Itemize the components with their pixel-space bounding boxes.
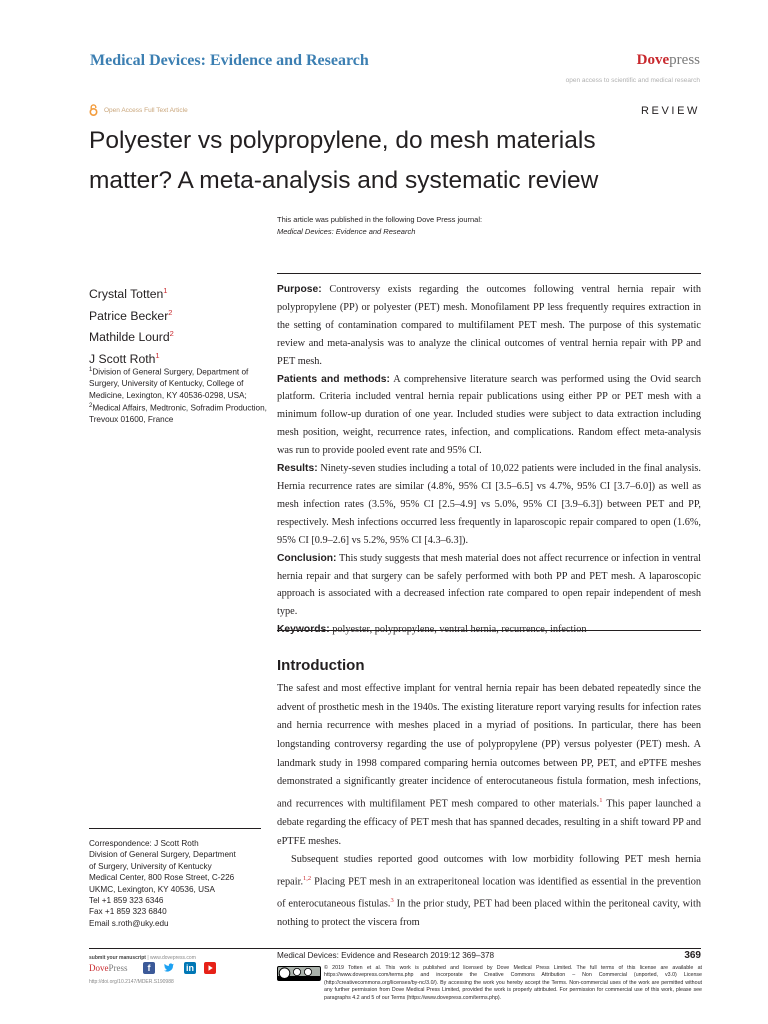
open-access-icon — [89, 104, 98, 116]
author-affiliation-ref[interactable]: 1 — [155, 350, 160, 360]
author-name: Patrice Becker — [89, 308, 169, 323]
author-affiliation-ref[interactable]: 1 — [163, 286, 168, 295]
article-title — [89, 121, 699, 201]
paragraph-text: Placing PET mesh in an extraperitoneal location was identified as essential in the prevention of enterocutaneous fistulas. — [277, 876, 701, 910]
facebook-icon[interactable]: f — [143, 962, 155, 974]
correspondence-phone: Tel +1 859 323 6346 — [89, 896, 164, 906]
citation-link[interactable]: 1 — [599, 796, 603, 804]
author-affiliation-ref[interactable]: 2 — [169, 329, 174, 339]
citation-link[interactable]: 1,2 — [303, 874, 312, 882]
journal-title: Medical Devices: Evidence and Research — [90, 52, 369, 69]
citation-link[interactable]: 3 — [390, 897, 394, 905]
abstract-bottom-rule — [277, 630, 701, 631]
affiliation-number: 2 — [89, 403, 93, 410]
paragraph-text: Subsequent studies reported good outcomes with low morbidity following PET mesh hernia repair. — [277, 854, 701, 888]
author-name: J Scott Roth — [89, 351, 156, 366]
publisher-logo-dove: Dove — [636, 52, 670, 68]
abstract — [277, 281, 701, 639]
abstract-text: Controversy exists regarding the outcomes following ventral hernia repair with polypropylene (PP) or polyester (PET) mesh. Monofilament PP less frequently requires extraction in the setting of contamination compared to multifilament PET mesh. The purpose of this systematic review and meta-analysis was to analyze the clinical outcomes of ventral hernia repair with PP and PET mesh. — [277, 284, 701, 367]
submit-url: www.dovepress.com — [150, 955, 196, 961]
abstract-text: A comprehensive literature search was performed using the Ovid search platform. Criteria included ventral hernia repair publications using either PP or PET mesh with a minimum follow-up duration of one year. Included studies were subject to data extraction including mesh position, weight, recurrence rates, infection, and complications. Random effect meta-analysis was run to provide pooled event rate and 95% CI. — [277, 373, 701, 457]
correspondence-line: Correspondence: J Scott Roth — [89, 839, 199, 848]
published-note — [277, 214, 482, 238]
abstract-label: Keywords: — [277, 624, 330, 636]
abstract-text: polyester, polypropylene, ventral hernia, recurrence, infection — [332, 624, 587, 636]
abstract-top-rule — [277, 273, 701, 274]
submit-manuscript-link[interactable]: submit your manuscript | www.dovepress.com — [89, 955, 196, 961]
linkedin-icon[interactable]: in — [186, 963, 194, 973]
open-access-badge — [89, 104, 188, 116]
correspondence-line: UKMC, Lexington, KY 40536, USA — [89, 884, 215, 894]
section-heading-introduction: Introduction — [277, 657, 365, 674]
open-access-label: Open Access Full Text Article — [104, 106, 188, 114]
author-affiliation-ref[interactable]: 2 — [168, 307, 173, 317]
twitter-icon[interactable] — [163, 962, 175, 974]
introduction-body — [277, 680, 701, 933]
footer-logo-dove: Dove — [89, 963, 109, 973]
abstract-text: This study suggests that mesh material does not affect recurrence or infection in ventral hernia repair and that surgery can be safely performed with both PP and PET mesh. A laparoscopic approach is associated with a decreased infection rate compared to open repair independent of mesh type. — [277, 552, 701, 618]
publisher-tagline: open access to scientific and medical research — [565, 77, 700, 84]
youtube-icon[interactable] — [204, 962, 216, 974]
abstract-text: Ninety-seven studies including a total of 10,022 patients were included in the final analysis. Hernia recurrence rates are similar (4.8%, 95% CI [3.5–6.5] vs 4.7%, 95% CI [3.7–6.0]) as well as mesh infection rates (3.5%, 95% CI [2.5–4.9] vs 5.0%, 95% CI [3.9–6.3]) between PET and PP, respectively. Mesh infections occurred less frequently in laparoscopic repair compared to open (1.6%, 95% CI [0.9–2.6] vs 5.2%, 95% CI [4.3–6.3]). — [277, 463, 702, 546]
doi-link[interactable]: http://doi.org/10.2147/MDER.S190988 — [89, 979, 174, 985]
publisher-logo[interactable] — [637, 52, 700, 69]
abstract-label: Results: — [277, 463, 318, 475]
abstract-label: Patients and methods: — [277, 373, 390, 385]
affiliation-text: Division of General Surgery, Department of Surgery, University of Kentucky, College of Medicine, Lexington, KY 40536-0298, USA; — [89, 367, 249, 400]
affiliation-text: Medical Affairs, Medtronic, Sofradim Production, Trevoux 01600, France — [89, 403, 267, 425]
correspondence-email[interactable]: Email s.roth@uky.edu — [89, 918, 169, 928]
article-title-line-2: matter? A meta-analysis and systematic review — [89, 167, 599, 194]
paragraph — [277, 851, 701, 932]
affiliation-number: 1 — [89, 367, 93, 373]
author-list — [89, 282, 174, 368]
paragraph-text: In the prior study, PET had been placed within the peritoneal cavity, with nothing to protect the viscera from — [277, 898, 701, 929]
affiliations — [89, 365, 269, 426]
article-type: REVIEW — [641, 105, 700, 117]
paragraph-text: This paper launched a debate regarding the efficacy of PET mesh that has spanned decades, resulting in a shift toward PP and ePTFE meshes. — [277, 798, 701, 847]
author — [89, 282, 174, 304]
correspondence-rule — [89, 828, 261, 829]
footer-rule — [89, 948, 701, 949]
submit-label: submit your manuscript — [89, 955, 146, 961]
cc-license-icon[interactable] — [277, 966, 321, 981]
page-number: 369 — [684, 950, 701, 961]
paragraph — [277, 680, 701, 851]
author — [89, 325, 174, 347]
affiliation — [89, 401, 269, 426]
abstract-label: Conclusion: — [277, 552, 337, 564]
abstract-purpose — [277, 281, 701, 371]
abstract-conclusion — [277, 550, 701, 622]
citation-line: Medical Devices: Evidence and Research 2019:12 369–378 — [277, 951, 495, 960]
abstract-label: Purpose: — [277, 284, 322, 295]
author — [89, 304, 174, 326]
published-note-journal[interactable]: Medical Devices: Evidence and Research — [277, 227, 416, 236]
paragraph-text: The safest and most effective implant for ventral hernia repair has been debated repeatedly since the advent of prosthetic mesh in the 1940s. The existing literature report varying results for infection rates and hernia recurrence with meshes placed in a myriad of positions. In particular, there has been longstanding controversy regarding the use of polypropylene (PP) versus polyester (PET) mesh. A landmark study in 1998 compared comparing hernia outcomes between PP, PET, and ePTFE meshes demonstrated a significantly greater incidence of enterocutaneous fistula formation, mesh infections, and recurrences with multifilament PET mesh compared to other materials. — [277, 683, 701, 810]
correspondence-line: Division of General Surgery, Department — [89, 850, 236, 860]
author-name: Crystal Totten — [89, 287, 164, 302]
correspondence-line: Medical Center, 800 Rose Street, C-226 — [89, 873, 235, 883]
footer-dovepress-logo[interactable] — [89, 963, 128, 973]
published-note-text: This article was published in the following Dove Press journal: — [277, 215, 483, 224]
footer-logo-press: Press — [108, 963, 128, 973]
license-text: © 2019 Totten et al. This work is published and licensed by Dove Medical Press Limited. The full terms of this license are available at https://www.dovepress.com/terms.php and incorporate the Creative Commons Attribution – Non Commercial (unported, v3.0) License (http://creativecommons.org/licenses/by-nc/3.0/). By accessing the work you hereby accept the Terms. Non-commercial uses of the work are permitted without any further permission from Dove Medical Press Limited, provided the work is properly attributed. For permission for commercial use of this work, please see paragraphs 4.2 and 5 of our Terms (https://www.dovepress.com/terms.php). — [324, 965, 702, 1001]
abstract-results — [277, 460, 701, 550]
publisher-logo-press: press — [669, 52, 700, 68]
correspondence-line: of Surgery, University of Kentucky — [89, 861, 212, 871]
author-name: Mathilde Lourd — [89, 330, 170, 345]
correspondence-fax: Fax +1 859 323 6840 — [89, 907, 167, 917]
correspondence — [89, 838, 269, 929]
article-title-line-1: Polyester vs polypropylene, do mesh materials — [89, 127, 596, 154]
abstract-methods — [277, 371, 701, 461]
affiliation — [89, 365, 269, 401]
